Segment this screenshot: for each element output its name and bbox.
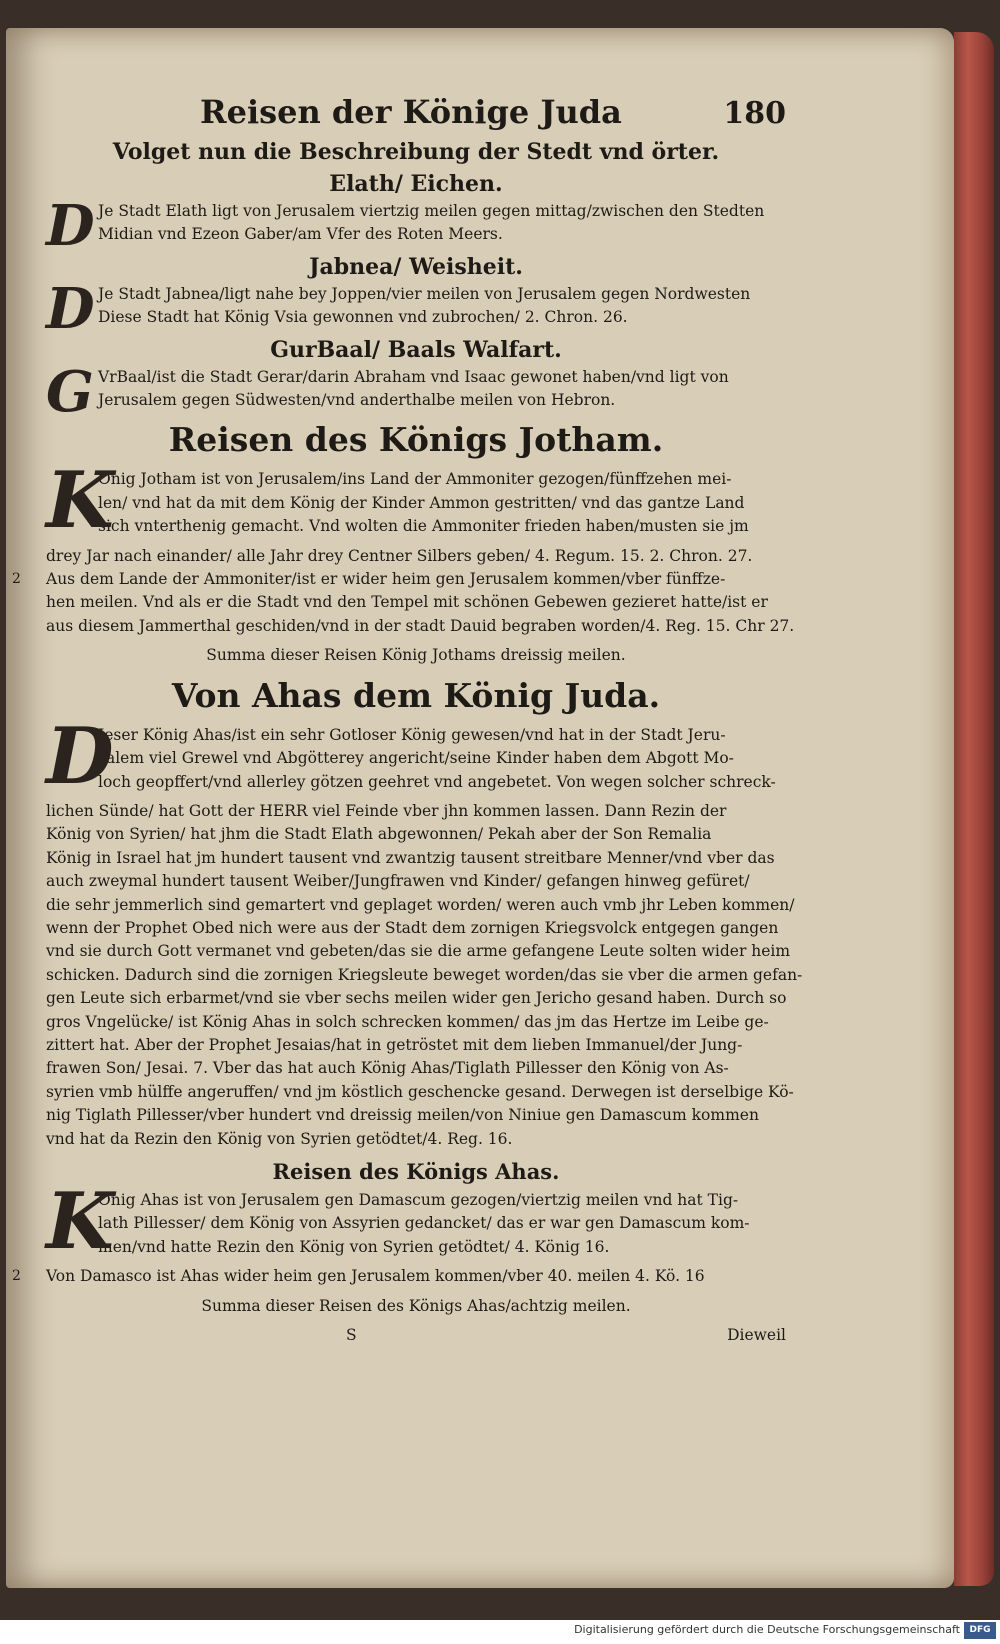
text-line: drey Jar nach einander/ alle Jahr drey Centner Silbers geben/ 4. Regum. 15. 2. Chron. 27.: [46, 546, 753, 565]
dropcap: G: [46, 358, 94, 425]
intro-heading: Volget nun die Beschreibung der Stedt vnd örter.: [112, 139, 720, 165]
text-line: aus diesem Jammerthal geschiden/vnd in der stadt Dauid begraben worden/4. Reg. 15. Chr 27.: [46, 616, 795, 635]
jotham-paragraph-cont: [12, 545, 795, 639]
text-line: VrBaal/ist die Stadt Gerar/darin Abraham vnd Isaac gewonet haben/vnd ligt von: [98, 367, 729, 386]
text-line: schicken. Dadurch sind die zornigen Kriegsleute beweget worden/das sie vber die armen gefan-: [46, 965, 803, 984]
text-line: vnd hat da Rezin den König von Syrien getödtet/4. Reg. 16.: [46, 1129, 513, 1148]
text-line: lichen Sünde/ hat Gott der HERR viel Feinde vber jhn kommen lassen. Dann Rezin der: [46, 801, 727, 820]
text-line: die sehr jemmerlich sind gemartert vnd geplaget worden/ weren auch vmb jhr Leben kommen/: [46, 895, 795, 914]
ahas-reisen-heading: Reisen des Königs Ahas.: [272, 1159, 560, 1184]
signature-mark: S: [346, 1326, 357, 1345]
text-line: Je Stadt Jabnea/ligt nahe bey Joppen/vier meilen von Jerusalem gegen Nordwesten: [98, 284, 751, 303]
text-line: gros Vngelücke/ ist König Ahas in solch schrecken kommen/ das jm das Hertze im Leibe ge-: [46, 1012, 769, 1031]
dfg-logo: DFG: [964, 1622, 996, 1639]
text-line: loch geopffert/vnd allerley götzen geehret vnd angebetet. Von wegen solcher schreck-: [98, 772, 776, 791]
text-line: Midian vnd Ezeon Gaber/am Vfer des Roten Meers.: [98, 225, 503, 244]
dropcap: K: [46, 455, 114, 547]
elath-heading: Elath/ Eichen.: [329, 171, 503, 197]
elath-paragraph: [46, 193, 786, 259]
dropcap: D: [46, 710, 114, 802]
credit-text: Digitalisierung gefördert durch die Deutsche Forschungsgemeinschaft: [574, 1623, 960, 1636]
dropcap: K: [46, 1176, 114, 1267]
text-line: syrien vmb hülffe angeruffen/ vnd jm köstlich geschencke gesand. Derwegen ist derselbige Kö-: [46, 1082, 794, 1101]
dropcap: D: [46, 275, 95, 342]
running-header: [200, 92, 786, 134]
text-line-body: Aus dem Lande der Ammoniter/ist er wider heim gen Jerusalem kommen/vber fünffze-: [46, 570, 726, 589]
ahas-summa: Summa dieser Reisen des Königs Ahas/achtzig meilen.: [201, 1296, 631, 1315]
text-line: men/vnd hatte Rezin den König von Syrien getödtet/ 4. König 16.: [98, 1237, 610, 1256]
text-line: len/ vnd hat da mit dem König der Kinder Ammon gestritten/ vnd das gantze Land: [98, 493, 745, 512]
book-edge: [954, 32, 994, 1586]
text-line: [12, 568, 786, 591]
text-line-body: Von Damasco ist Ahas wider heim gen Jerusalem kommen/vber 40. meilen 4. Kö. 16: [46, 1267, 705, 1286]
text-line: König in Israel hat jm hundert tausent vnd zwantzig tausent streitbare Menner/vnd vber das: [46, 848, 775, 867]
ahas-paragraph-cont: [46, 800, 803, 1151]
ahas-heading: Von Ahas dem König Juda.: [171, 675, 661, 715]
text-line: hen meilen. Vnd als er die Stadt vnd den Tempel mit schönen Gebewen gezieret hatte/ist er: [46, 593, 768, 612]
text-line: Jeser König Ahas/ist ein sehr Gotloser König gewesen/vnd hat in der Stadt Jeru-: [98, 725, 726, 744]
text-line: lath Pillesser/ dem König von Assyrien gedancket/ das er war gen Damascum kom-: [98, 1214, 750, 1233]
ahas-reisen-paragraph: [46, 1176, 786, 1267]
jotham-heading: Reisen des Königs Jotham.: [168, 420, 664, 460]
text-line: Jerusalem gegen Südwesten/vnd anderthalbe meilen von Hebron.: [98, 391, 616, 410]
text-line: Je Stadt Elath ligt von Jerusalem viertzig meilen gegen mittag/zwischen den Stedten: [98, 202, 765, 220]
text-line: zittert hat. Aber der Prophet Jesaias/hat in getröstet mit dem lieben Immanuel/der Jung-: [46, 1035, 743, 1054]
text-line: nig Tiglath Pillesser/vber hundert vnd dreissig meilen/von Niniue gen Damascum kommen: [46, 1106, 759, 1125]
page-text: [12, 92, 803, 1347]
text-line: sich vnterthenig gemacht. Vnd wolten die Ammoniter frieden haben/musten sie jm: [98, 517, 749, 536]
text-line: wenn der Prophet Obed nich were aus der Stadt dem zornigen Kriegsvolck entgegen gangen: [46, 918, 779, 937]
dropcap: D: [46, 193, 95, 259]
gurbaal-heading: GurBaal/ Baals Walfart.: [270, 336, 562, 363]
page-number: 180: [723, 96, 786, 131]
page-footer: [46, 1324, 786, 1347]
text-line: vnd sie durch Gott vermanet vnd gebeten/das sie die arme gefangene Leute solten wider heim: [46, 942, 791, 961]
text-line: Onig Ahas ist von Jerusalem gen Damascum gezogen/viertzig meilen vnd hat Tig-: [98, 1191, 739, 1209]
margin-number: 2: [12, 571, 21, 588]
jabnea-heading: Jabnea/ Weisheit.: [309, 253, 523, 280]
text-line: Onig Jotham ist von Jerusalem/ins Land der Ammoniter gezogen/fünffzehen mei-: [98, 470, 732, 489]
catchword: Dieweil: [727, 1326, 786, 1345]
jabnea-paragraph: [46, 275, 786, 342]
jotham-summa: Summa dieser Reisen König Jothams dreissig meilen.: [206, 646, 626, 665]
text-line: König von Syrien/ hat jhm die Stadt Elath abgewonnen/ Pekah aber der Son Remalia: [46, 825, 712, 844]
text-line: Diese Stadt hat König Vsia gewonnen vnd zubrochen/ 2. Chron. 26.: [98, 308, 628, 327]
margin-number: 2: [12, 1268, 21, 1285]
jotham-paragraph: [46, 455, 786, 547]
credit-bar: [0, 1620, 1000, 1644]
text-line: auch zweymal hundert tausent Weiber/Jungfrawen vnd Kinder/ gefangen hinweg gefüret/: [46, 872, 750, 891]
ahas-paragraph: [46, 710, 786, 802]
text-line: salem viel Grewel vnd Abgötterey angericht/seine Kinder haben dem Abgott Mo-: [98, 749, 734, 768]
ahas-reisen-cont: [12, 1265, 786, 1288]
running-title: Reisen der Könige Juda: [200, 93, 622, 131]
text-line: gen Leute sich erbarmet/vnd sie vber sechs meilen wider gen Jericho gesand haben. Durch so: [46, 989, 787, 1008]
gurbaal-paragraph: [46, 358, 786, 425]
text-line: frawen Son/ Jesai. 7. Vber das hat auch König Ahas/Tiglath Pillesser den König von As-: [46, 1059, 729, 1078]
text-line: [12, 1265, 786, 1288]
